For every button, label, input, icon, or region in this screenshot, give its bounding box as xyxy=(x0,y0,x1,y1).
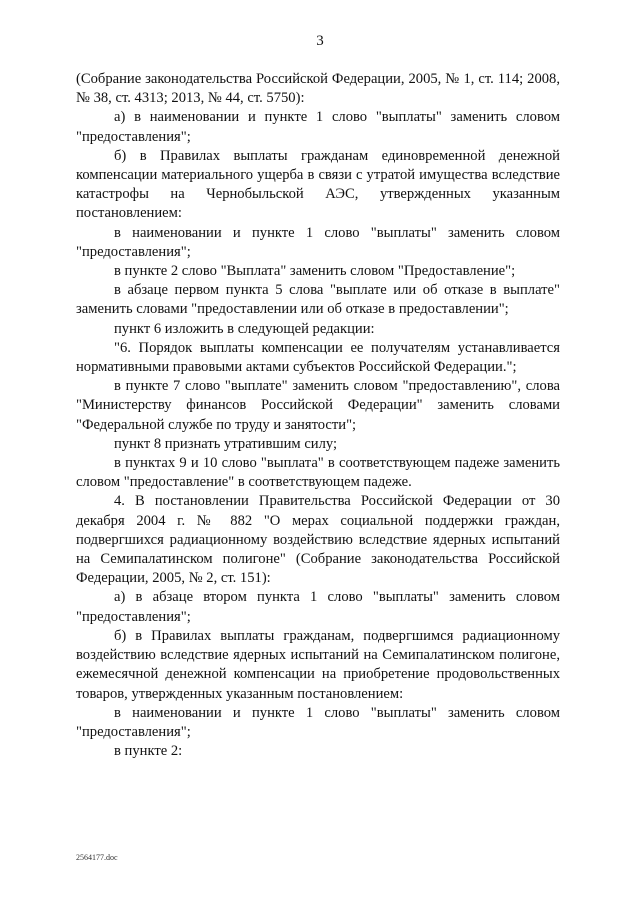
paragraph: "6. Порядок выплаты компенсации ее получателям устанавливается нормативными правовыми актами субъектов Российской Федерации."; xyxy=(76,339,560,376)
paragraph: пункт 8 признать утратившим силу; xyxy=(114,435,338,452)
paragraph: пункт 6 изложить в следующей редакции: xyxy=(114,320,375,337)
paragraph: б) в Правилах выплаты гражданам единовременной денежной компенсации материального ущерба в связи с утратой имущества вследствие катастрофы на Чернобыльской АЭС, утвержденных указанным постановлением: xyxy=(76,147,560,222)
paragraph: в наименовании и пункте 1 слово "выплаты" заменить словом "предоставления"; xyxy=(76,704,560,740)
paragraph: (Собрание законодательства Российской Федерации, 2005, № 1, ст. 114; 2008, № 38, ст. 4313; 2013, № 44, ст. 5750): xyxy=(76,71,560,107)
page-number: 3 xyxy=(316,33,324,49)
paragraph: в абзаце первом пункта 5 слова "выплате или об отказе в выплате" заменить словами "предоставлении или об отказе в предоставлении"; xyxy=(76,282,560,318)
paragraph: в пункте 2: xyxy=(114,743,183,760)
paragraph: в пункте 2 слово "Выплата" заменить словом "Предоставление"; xyxy=(114,263,516,280)
paragraph: б) в Правилах выплаты гражданам, подвергшимся радиационному воздействию вследствие ядерных испытаний на Семипалатинском полигоне, ежемесячной денежной компенсации на приобретение продовольственных товаров, утвержденных указанным постановлением: xyxy=(76,627,560,702)
paragraph: а) в абзаце втором пункта 1 слово "выплаты" заменить словом "предоставления"; xyxy=(76,589,560,625)
paragraph: в наименовании и пункте 1 слово "выплаты" заменить словом "предоставления"; xyxy=(76,224,560,260)
paragraph: в пунктах 9 и 10 слово "выплата" в соответствующем падеже заменить словом "предоставление" в соответствующем падеже. xyxy=(76,455,560,491)
paragraph: 4. В постановлении Правительства Российской Федерации от 30 декабря 2004 г. № 882 "О мерах социальной поддержки граждан, подвергшихся радиационному воздействию вследствие ядерных испытаний на Семипалатинском полигоне" (Собрание законодательства Российской Федерации, 2005, № 2, ст. 151): xyxy=(76,493,560,587)
document-file-code: 2564177.doc xyxy=(76,853,118,862)
paragraph: в пункте 7 слово "выплате" заменить словом "предоставлению", слова "Министерству финансов Российской Федерации" заменить словами "Федеральной службе по труду и занятости"; xyxy=(76,378,560,433)
document-body xyxy=(76,70,560,761)
paragraph: а) в наименовании и пункте 1 слово "выплаты" заменить словом "предоставления"; xyxy=(76,109,560,145)
